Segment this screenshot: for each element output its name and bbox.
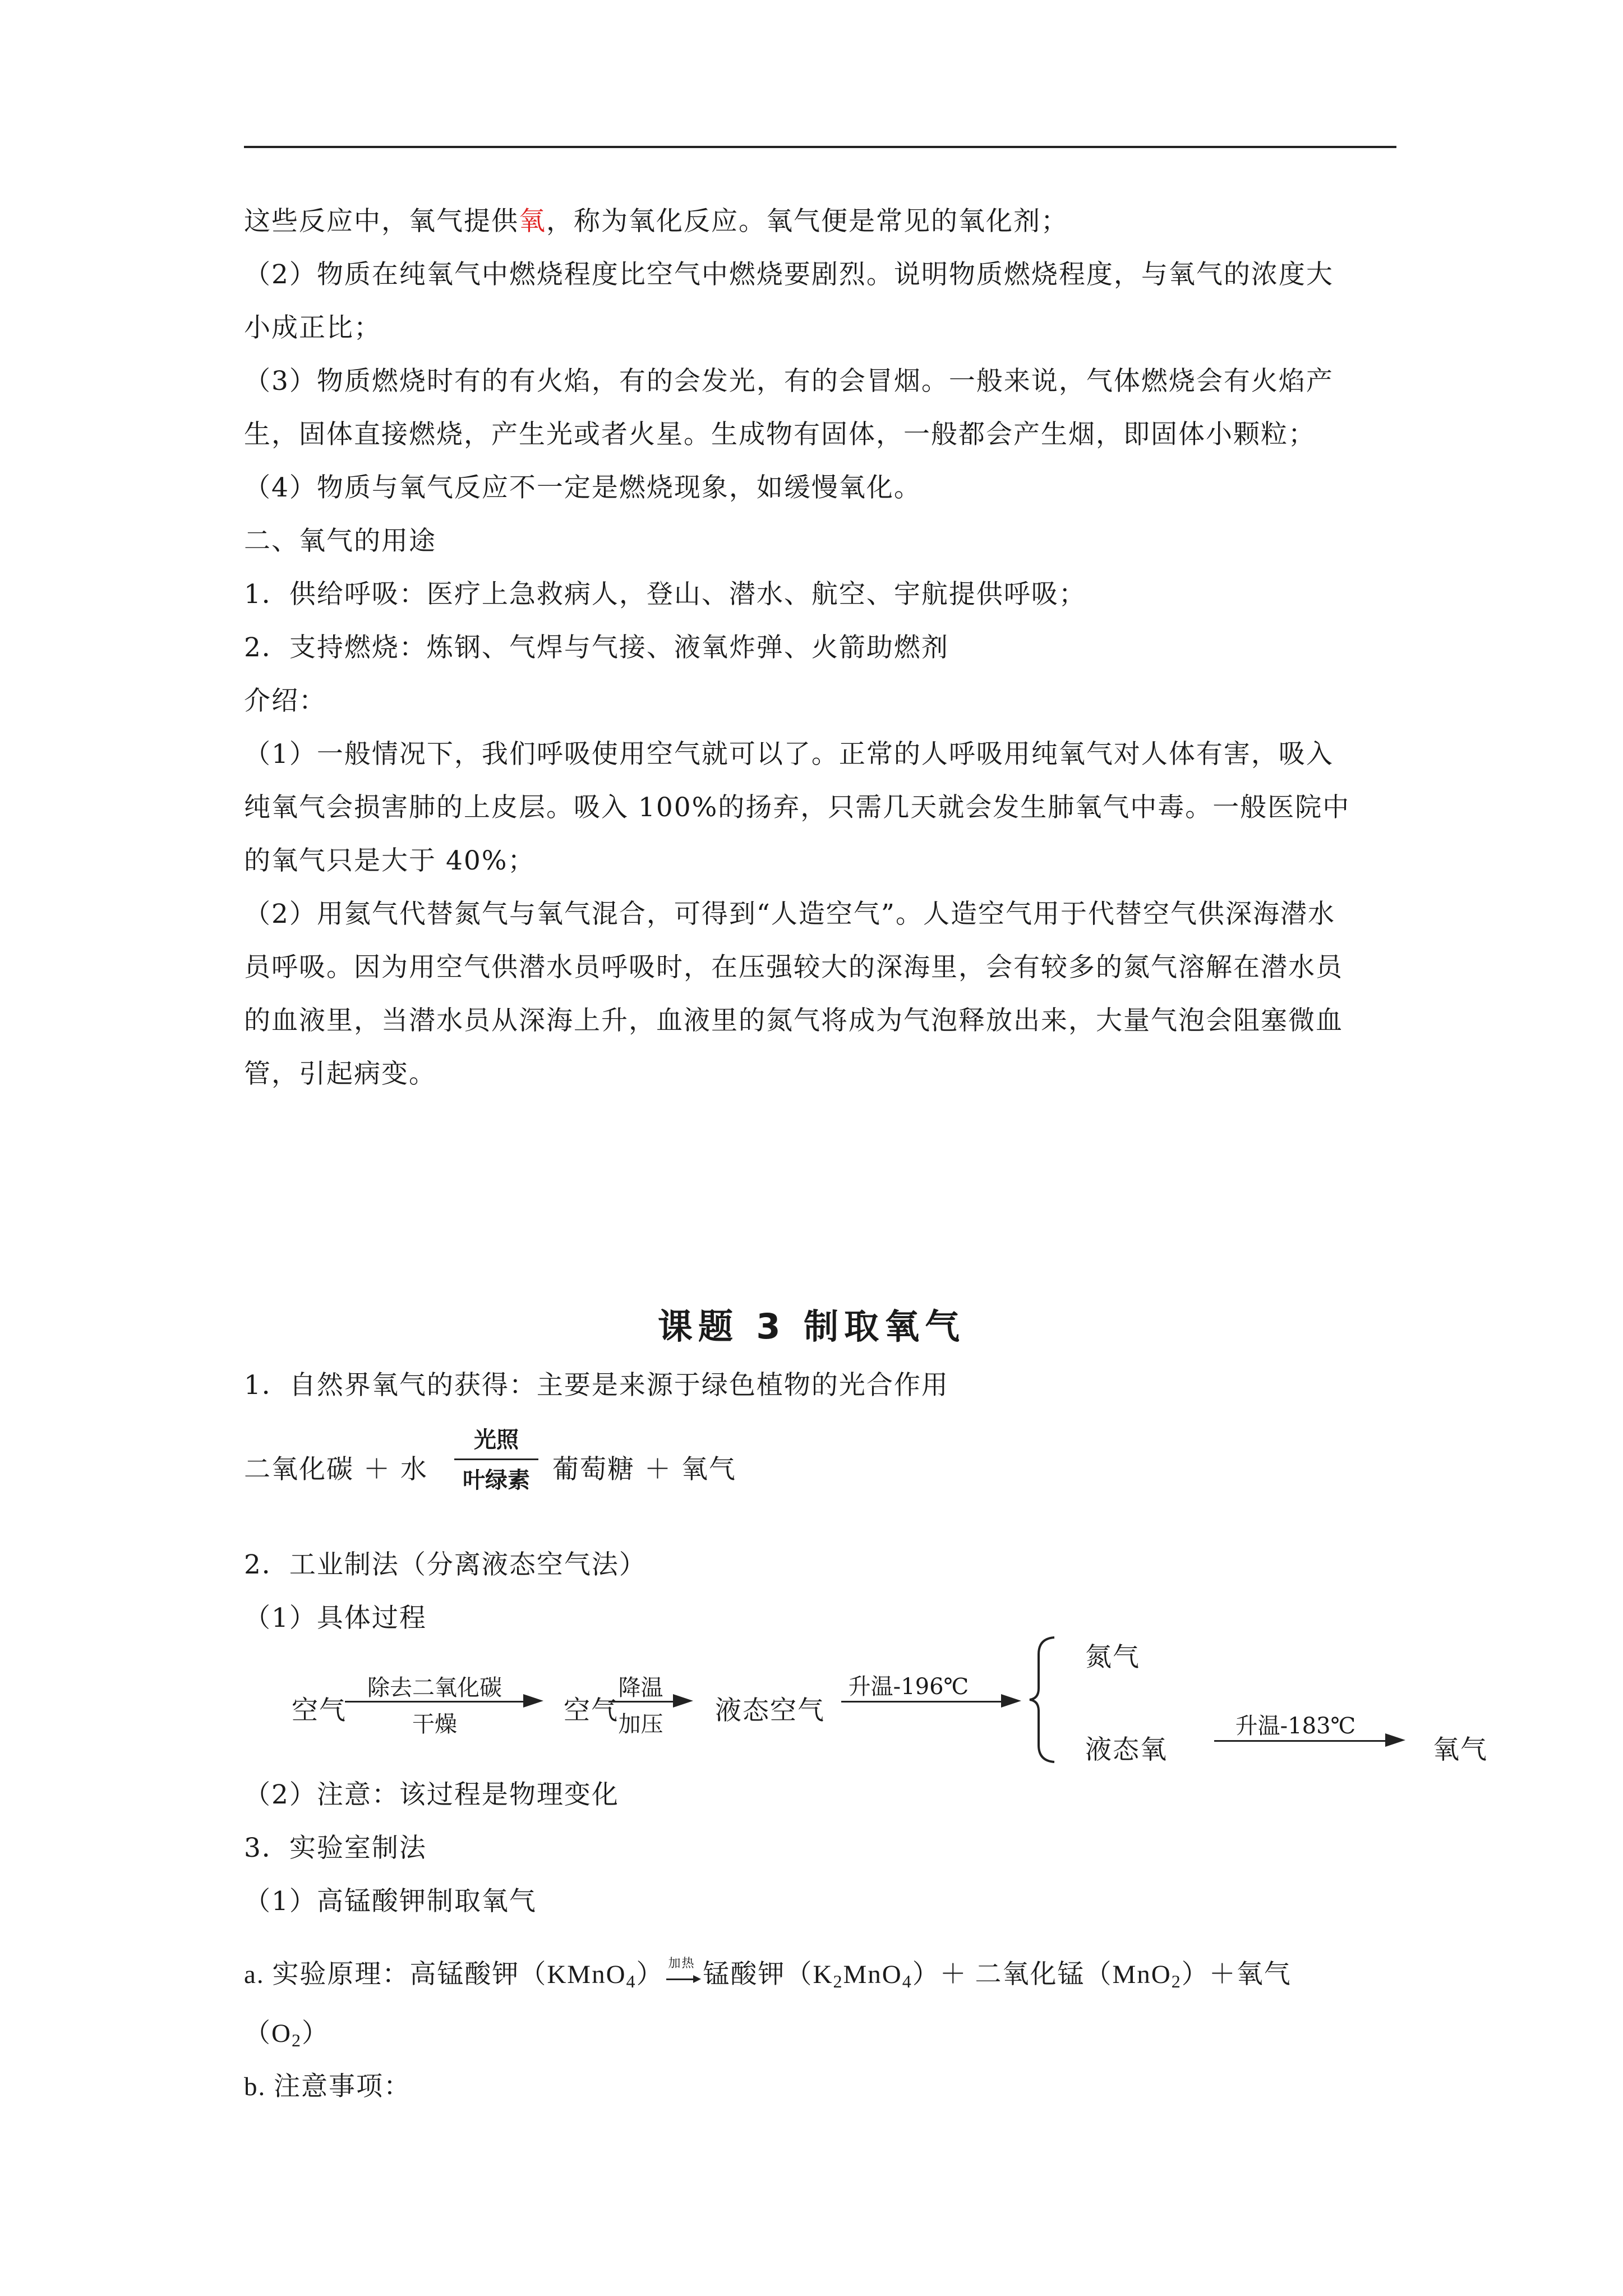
industry-note: （2）注意：该过程是物理变化: [244, 1779, 619, 1810]
paragraph-3-line-2: 生，固体直接燃烧，产生光或者火星。生成物有固体，一般都会产生烟，即固体小颗粒；: [244, 419, 1316, 450]
nature-heading: 1．自然界氧气的获得：主要是来源于绿色植物的光合作用: [244, 1370, 949, 1401]
lab-notes-label: b. 注意事项：: [244, 2072, 411, 2101]
node-nitrogen: 氮气: [1085, 1642, 1140, 1673]
text-span: ）: [301, 2019, 329, 2048]
lab-sub-1: （1）高锰酸钾制取氧气: [244, 1886, 537, 1917]
node-oxygen: 氧气: [1433, 1734, 1488, 1765]
text-span: ，称为氧化反应。氧气便是常见的氧化剂；: [546, 206, 1068, 237]
intro-2-line-3: 的血液里，当潜水员从深海上升，血液里的氮气将成为气泡释放出来，大量气泡会阻塞微血: [244, 1005, 1343, 1036]
step-dry: 干燥: [412, 1711, 457, 1737]
node-air-2: 空气: [564, 1695, 619, 1726]
step-cool: 降温: [618, 1675, 663, 1701]
arrowhead: [1001, 1694, 1021, 1708]
arrowhead: [693, 1975, 701, 1983]
paragraph-4: （4）物质与氧气反应不一定是燃烧现象，如缓慢氧化。: [244, 472, 921, 503]
node-liquid-oxygen: 液态氧: [1085, 1734, 1168, 1765]
paragraph-oxidation: [244, 205, 1068, 238]
lab-heading: 3．实验室制法: [244, 1833, 427, 1864]
text-span: （O: [244, 2019, 292, 2048]
text-span: ）: [636, 1960, 664, 1989]
arrow-shaft: [608, 1701, 676, 1703]
arrowhead: [523, 1694, 543, 1708]
condition-light: 光照: [474, 1427, 519, 1453]
text-span: ）＋氧气: [1181, 1960, 1292, 1989]
intro-1-line-3: 的氧气只是大于 40%；: [244, 845, 536, 876]
arrowhead: [673, 1694, 693, 1708]
paragraph-2-line-1: （2）物质在纯氧气中燃烧程度比空气中燃烧要剧烈。说明物质燃烧程度，与氧气的浓度大: [244, 259, 1334, 290]
arrow-shaft: [1214, 1740, 1388, 1742]
photosynthesis-products: 葡萄糖 ＋ 氧气: [552, 1454, 736, 1485]
paragraph-2-line-2: 小成正比；: [244, 312, 381, 343]
arrow-shaft: [345, 1701, 524, 1703]
section-heading-uses: 二、氧气的用途: [244, 526, 436, 556]
paragraph-3-line-1: （3）物质燃烧时有的有火焰，有的会发光，有的会冒烟。一般来说，气体燃烧会有火焰产: [244, 366, 1334, 397]
process-label: （1）具体过程: [244, 1603, 427, 1634]
intro-2-line-2: 员呼吸。因为用空气供潜水员呼吸时，在压强较大的深海里，会有较多的氮气溶解在潜水员: [244, 952, 1343, 983]
step-remove-co2: 除去二氧化碳: [367, 1675, 502, 1701]
subscript: 4: [902, 1971, 912, 1991]
subscript: 2: [833, 1971, 843, 1991]
text-span: ）＋ 二氧化锰（MnO: [912, 1960, 1172, 1989]
subscript: 2: [1171, 1971, 1182, 1991]
heat-arrow: [664, 1956, 703, 1991]
reaction-bar: [454, 1458, 538, 1460]
condition-heat: 加热: [668, 1956, 695, 1971]
subscript: 4: [626, 1971, 637, 1991]
text-span: a. 实验原理：高锰酸钾（KMnO: [244, 1960, 626, 1989]
node-liquid-air: 液态空气: [715, 1695, 825, 1726]
text-span: 锰酸钾（K: [703, 1960, 833, 1989]
intro-2-line-4: 管，引起病变。: [244, 1059, 436, 1089]
text-span: MnO: [843, 1960, 902, 1989]
header-rule: [244, 146, 1396, 148]
lab-principle-line-1: [244, 1958, 1292, 1998]
intro-1-line-2: 纯氧气会损害肺的上皮层。吸入 100%的扬弃，只需几天就会发生肺氧气中毒。一般医院中: [244, 792, 1350, 823]
intro-2-line-1: （2）用氦气代替氮气与氧气混合，可得到“人造空气”。人造空气用于代替空气供深海潜水: [244, 899, 1335, 930]
condition-chlorophyll: 叶绿素: [463, 1467, 530, 1493]
intro-label: 介绍：: [244, 685, 326, 716]
text-span: 这些反应中，氧气提供: [244, 206, 519, 237]
node-air: 空气: [292, 1695, 347, 1726]
brace-icon: [1026, 1635, 1060, 1764]
subscript: 2: [291, 2030, 302, 2050]
intro-1-line-1: （1）一般情况下，我们呼吸使用空气就可以了。正常的人呼吸用纯氧气对人体有害，吸入: [244, 739, 1334, 770]
arrow-shaft: [841, 1701, 1004, 1703]
use-item-1: 1．供给呼吸：医疗上急救病人，登山、潜水、航空、宇航提供呼吸；: [244, 579, 1086, 610]
lab-principle-line-2: [244, 2017, 329, 2057]
step-warm-196: 升温-196℃: [848, 1674, 969, 1700]
use-item-2: 2．支持燃烧：炼钢、气焊与气接、液氧炸弹、火箭助燃剂: [244, 632, 949, 663]
step-warm-183: 升温-183℃: [1235, 1713, 1356, 1739]
arrow-shaft: [666, 1978, 695, 1980]
section-title: 课题 3 制取氧气: [657, 1306, 966, 1347]
arrowhead: [1385, 1733, 1405, 1747]
highlighted-text: 氧: [519, 206, 546, 237]
step-pressurize: 加压: [618, 1711, 663, 1737]
industry-heading: 2．工业制法（分离液态空气法）: [244, 1549, 647, 1580]
photosynthesis-reactants: 二氧化碳 ＋ 水: [244, 1454, 428, 1485]
